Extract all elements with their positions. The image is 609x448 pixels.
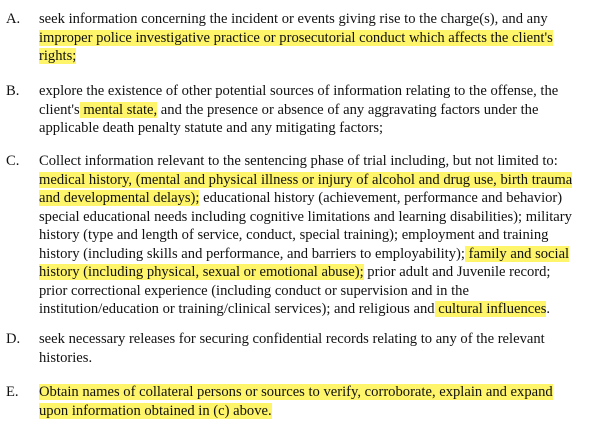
item-d-line-1	[39, 330, 605, 349]
item-e-text	[39, 383, 605, 420]
highlighted-text: upon information obtained in (c) above.	[39, 402, 272, 419]
text-run: seek necessary releases for securing confidential records relating to any of the relevant	[39, 331, 545, 347]
highlighted-text: cultural influences	[434, 301, 547, 317]
text-run: special educational needs including cognitive limitations and learning disabilities); military	[39, 208, 572, 225]
highlighted-text: family and social	[464, 245, 570, 262]
highlighted-text: Obtain names of collateral persons or sources to verify, corroborate, explain and expand	[39, 384, 553, 400]
text-run: and the presence or absence of any aggravating factors under the	[157, 101, 539, 118]
text-run: seek information concerning the incident or events giving rise to the charge(s), and any	[39, 11, 548, 27]
text-run: .	[546, 301, 551, 317]
item-c-line-8	[39, 282, 605, 301]
item-b-line-1	[39, 82, 605, 101]
text-run: history (type and length of service, conduct, special training); employment and training	[39, 227, 549, 243]
item-d-text	[39, 330, 605, 367]
highlighted-text: history (including physical, sexual or emotional abuse);	[39, 264, 364, 280]
text-run: history (including skills and performance, and barriers to employability);	[39, 245, 465, 262]
item-e-letter: E.	[6, 384, 19, 400]
item-b-letter: B.	[6, 83, 20, 99]
item-d-letter: D.	[6, 331, 21, 347]
item-e-line-2	[39, 402, 605, 421]
item-c-line-1	[39, 152, 605, 171]
item-c-letter: C.	[6, 153, 20, 169]
text-run: prior correctional experience (including conduct or supervision and in the	[39, 282, 469, 299]
highlighted-text: rights;	[39, 48, 77, 64]
item-a-line-2	[39, 29, 605, 48]
item-a-letter: A.	[6, 11, 21, 27]
item-c-line-6	[39, 245, 605, 264]
item-c-line-3	[39, 189, 605, 208]
highlighted-text: medical history, (mental and physical illness or injury of alcohol and drug use, birth trauma	[39, 171, 573, 188]
highlighted-text: and developmental delays);	[39, 190, 200, 206]
item-a-line-1	[39, 10, 605, 29]
item-a-text	[39, 10, 605, 66]
item-d-line-2	[39, 349, 605, 368]
text-run: explore the existence of other potential sources of information relating to the offense, the	[39, 83, 559, 99]
highlighted-text: improper police investigative practice or prosecutorial conduct which affects the client's	[39, 29, 553, 46]
item-c-line-5	[39, 226, 605, 245]
text-run: institution/education or training/clinical services); and religious and	[39, 301, 435, 317]
item-b-line-3	[39, 119, 605, 138]
item-c-line-7	[39, 263, 605, 282]
item-a-line-3	[39, 47, 605, 66]
item-b-text	[39, 82, 605, 138]
item-e-line-1	[39, 383, 605, 402]
text-run: educational history (achievement, performance and behavior)	[199, 190, 563, 206]
text-run: prior adult and Juvenile record;	[363, 264, 551, 280]
text-run: Collect information relevant to the sentencing phase of trial including, but not limited to:	[39, 153, 558, 169]
item-c-line-9	[39, 300, 605, 319]
item-b-line-2	[39, 101, 605, 120]
item-c-line-2	[39, 171, 605, 190]
text-run: histories.	[39, 349, 93, 366]
text-run: applicable death penalty statute and any mitigating factors;	[39, 120, 384, 136]
item-c-line-4	[39, 208, 605, 227]
highlighted-text: mental state,	[79, 101, 158, 118]
item-c-text	[39, 152, 605, 319]
text-run: client's	[39, 101, 80, 118]
